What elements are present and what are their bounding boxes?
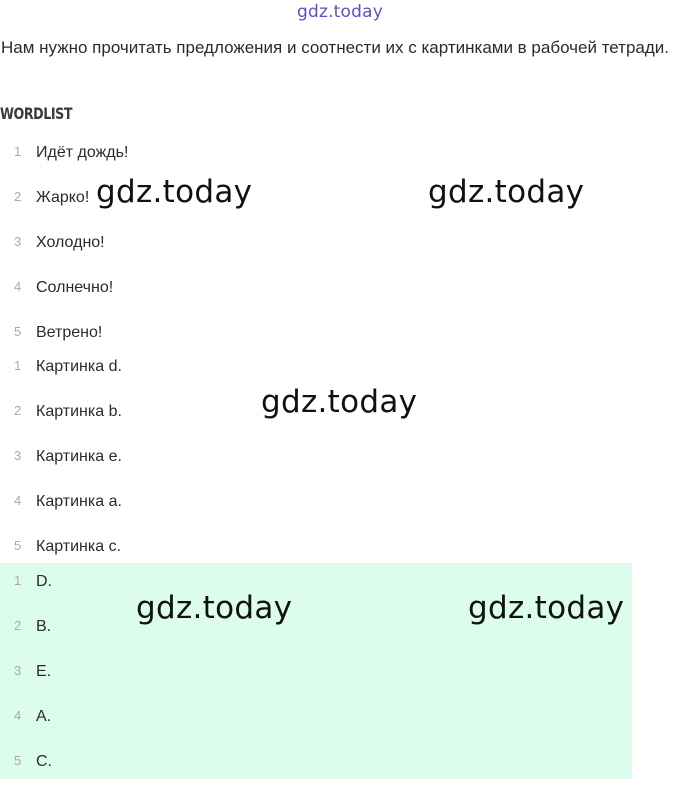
watermark: gdz.today xyxy=(261,384,418,420)
item-text: A. xyxy=(36,708,52,725)
item-number: 4 xyxy=(14,493,22,508)
watermark: gdz.today xyxy=(428,174,585,210)
item-number: 4 xyxy=(14,708,22,723)
picture-list xyxy=(0,349,680,574)
site-logo[interactable]: gdz.today xyxy=(296,2,384,22)
list-item xyxy=(0,439,680,484)
item-text: Ветрено! xyxy=(36,324,103,341)
item-number: 5 xyxy=(14,753,22,768)
item-text: Солнечно! xyxy=(36,279,114,296)
item-text: Картинка c. xyxy=(36,538,122,555)
item-number: 3 xyxy=(14,663,22,678)
task-instruction: Нам нужно прочитать предложения и соотнести их с картинками в рабочей тетради. xyxy=(1,38,670,57)
list-item xyxy=(0,223,680,268)
item-text: Холодно! xyxy=(36,234,105,251)
list-item xyxy=(0,133,680,178)
section-heading: WORDLIST xyxy=(0,104,73,123)
sentence-list xyxy=(0,133,680,358)
item-number: 2 xyxy=(14,618,22,633)
item-number: 3 xyxy=(14,448,22,463)
list-item xyxy=(0,484,680,529)
list-item xyxy=(0,268,680,313)
item-text: Картинка a. xyxy=(36,493,122,510)
item-number: 3 xyxy=(14,234,22,249)
item-text: Жарко! xyxy=(36,189,90,206)
item-number: 5 xyxy=(14,324,22,339)
list-item xyxy=(0,698,680,743)
watermark: gdz.today xyxy=(136,590,293,626)
item-text: Картинка b. xyxy=(36,403,122,420)
item-number: 1 xyxy=(14,144,22,159)
list-item xyxy=(0,743,680,788)
item-text: E. xyxy=(36,663,52,680)
list-item xyxy=(0,653,680,698)
item-text: D. xyxy=(36,573,52,590)
watermark: gdz.today xyxy=(468,590,625,626)
item-number: 4 xyxy=(14,279,22,294)
item-text: B. xyxy=(36,618,52,635)
item-text: C. xyxy=(36,753,52,770)
item-number: 2 xyxy=(14,189,22,204)
item-number: 1 xyxy=(14,573,22,588)
watermark: gdz.today xyxy=(96,174,253,210)
item-text: Идёт дождь! xyxy=(36,144,129,161)
item-text: Картинка e. xyxy=(36,448,122,465)
item-number: 5 xyxy=(14,538,22,553)
item-number: 1 xyxy=(14,358,22,373)
item-number: 2 xyxy=(14,403,22,418)
item-text: Картинка d. xyxy=(36,358,122,375)
